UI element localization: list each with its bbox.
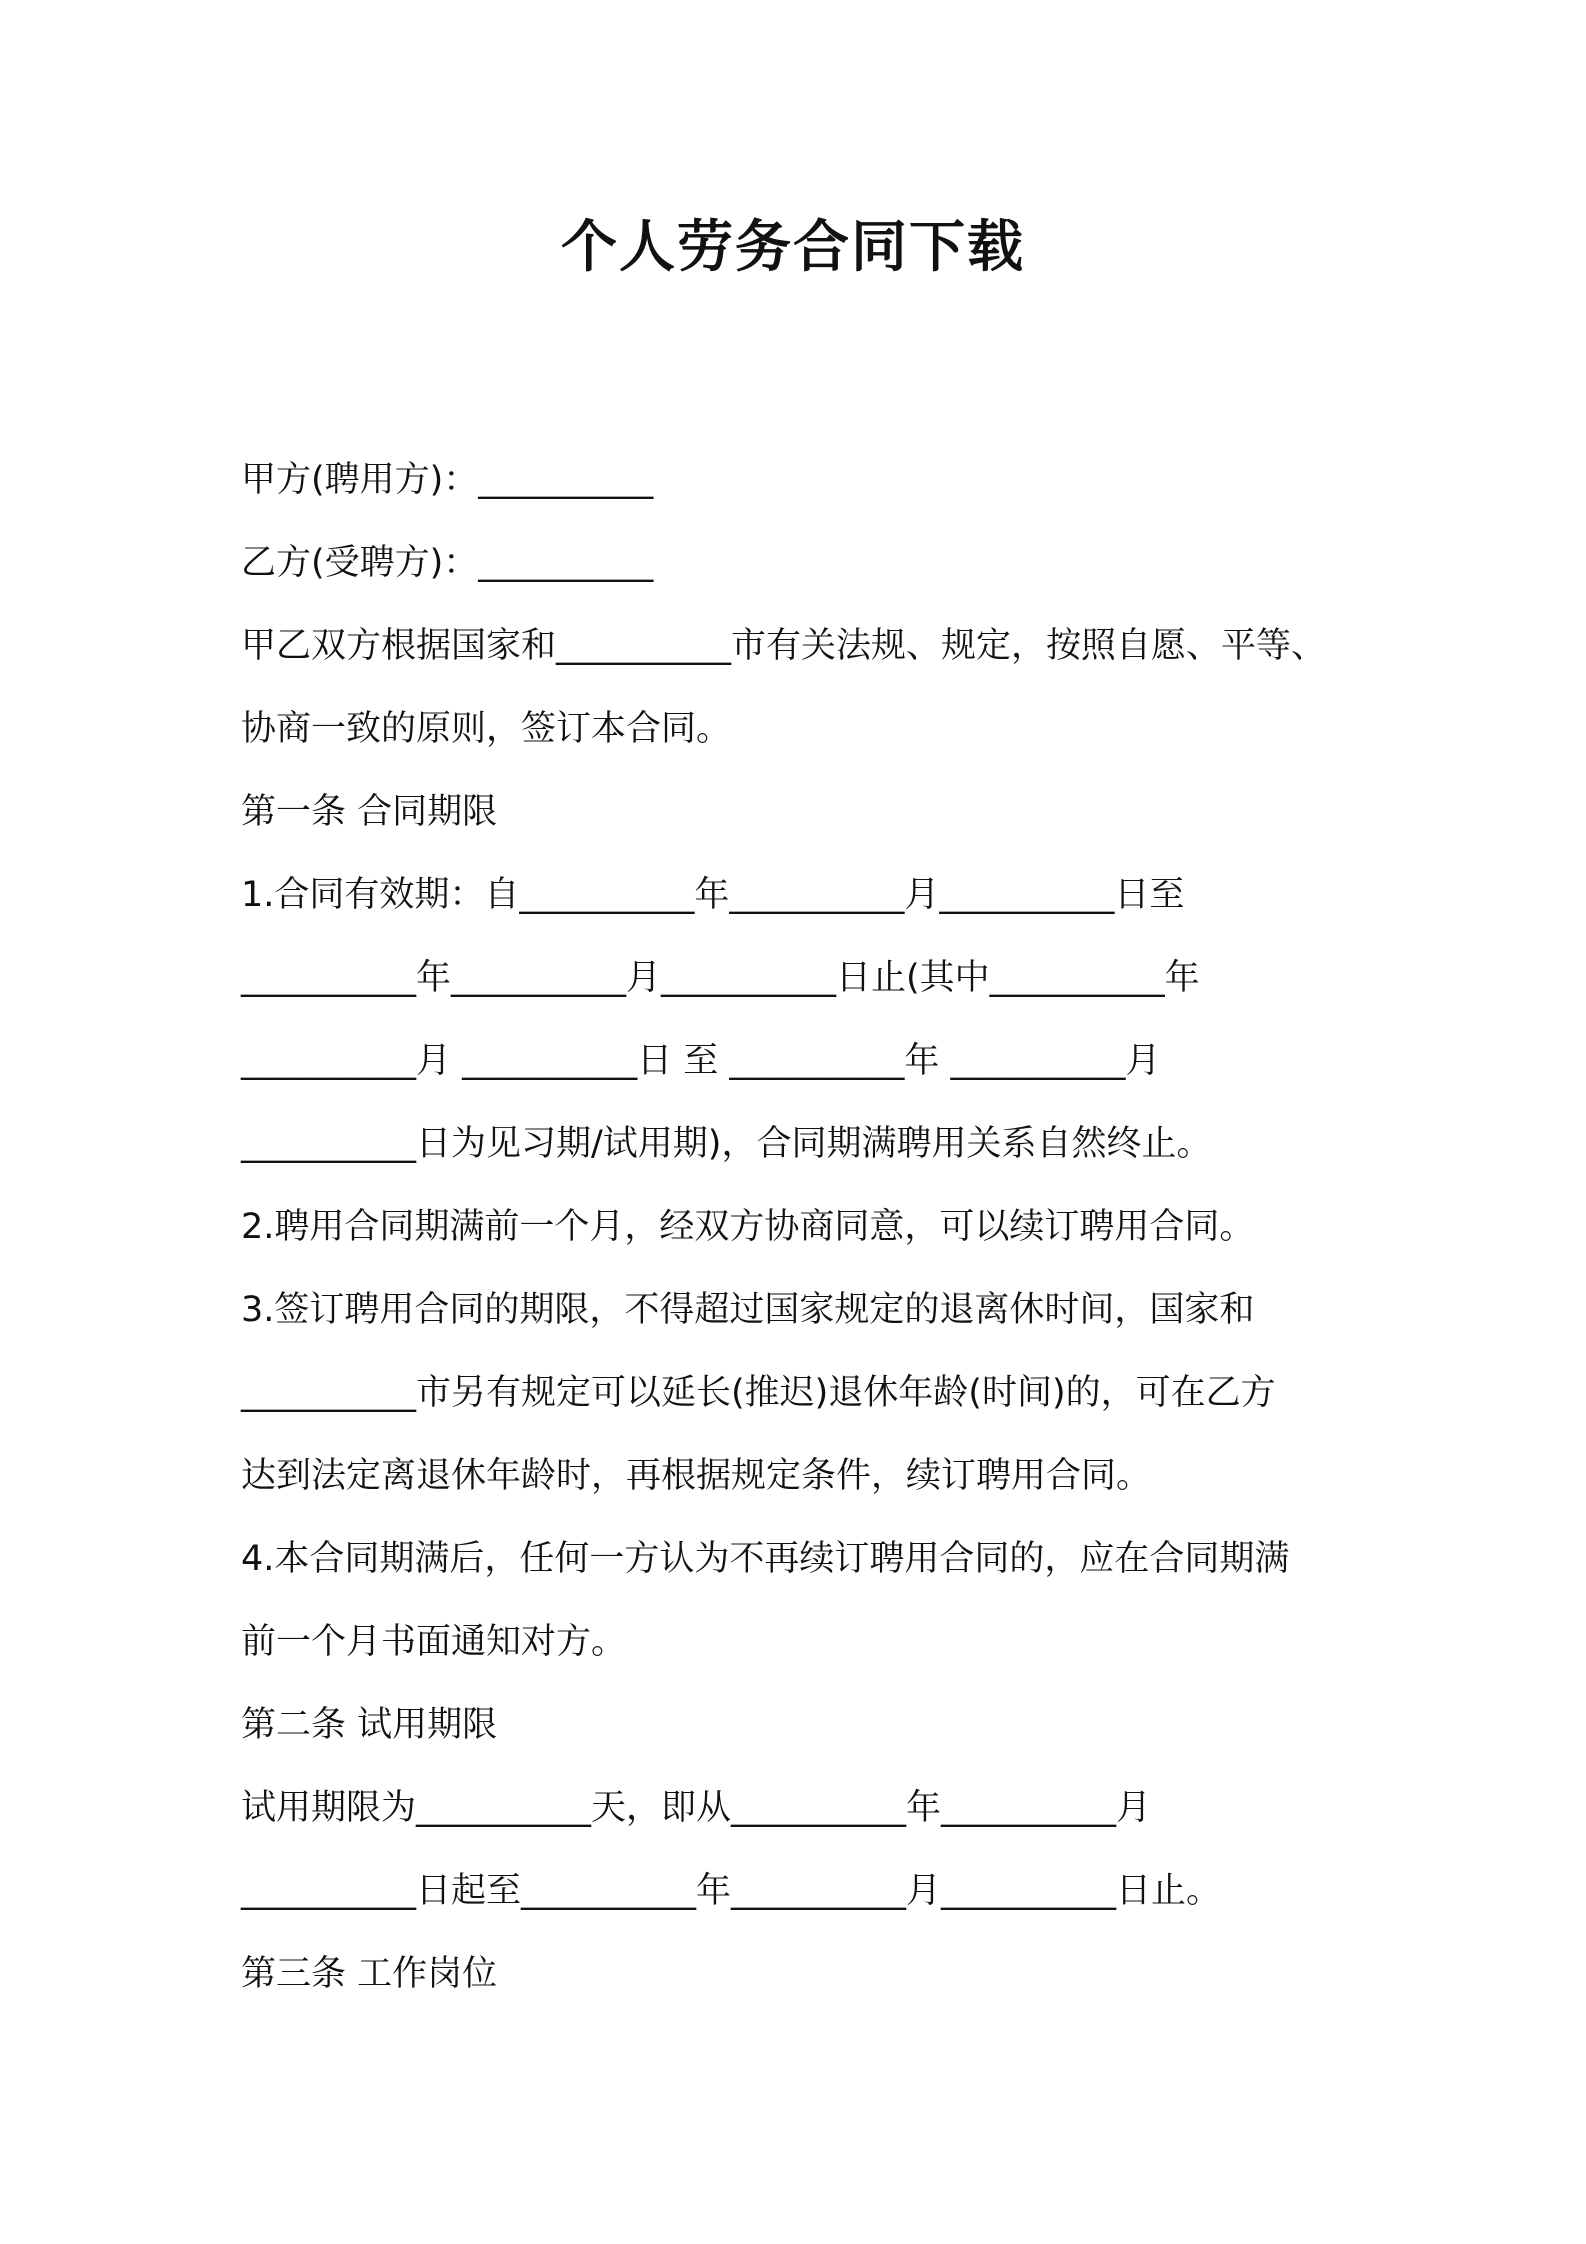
clause-1-3-line-1: 3.签订聘用合同的期限，不得超过国家规定的退离休时间，国家和 (241, 1290, 1255, 1330)
preamble-line-1: 甲乙双方根据国家和__________市有关法规、规定，按照自愿、平等、 (241, 626, 1327, 666)
party-b-line: 乙方(受聘方)：__________ (241, 543, 654, 583)
clause-1-3-line-2: __________市另有规定可以延长(推迟)退休年龄(时间)的，可在乙方 (241, 1373, 1276, 1413)
clause-1-1-line-2: __________年__________月__________日止(其中__________年 (241, 958, 1200, 998)
article-2-line-2: __________日起至__________年__________月__________日止。 (241, 1871, 1222, 1911)
article-1-heading: 第一条 合同期限 (241, 792, 498, 832)
clause-1-1-line-3: __________月 __________日 至 __________年 __________月 (241, 1041, 1161, 1081)
article-3-heading: 第三条 工作岗位 (241, 1954, 498, 1994)
clause-1-4-line-2: 前一个月书面通知对方。 (241, 1622, 627, 1662)
party-a-line: 甲方(聘用方)：__________ (241, 460, 654, 500)
document-body (241, 450, 1353, 2027)
article-2-line-1: 试用期限为__________天，即从__________年__________月 (241, 1788, 1152, 1828)
clause-1-2: 2.聘用合同期满前一个月，经双方协商同意，可以续订聘用合同。 (241, 1207, 1255, 1247)
article-2-heading: 第二条 试用期限 (241, 1705, 498, 1745)
document-title: 个人劳务合同下载 (561, 215, 1025, 280)
clause-1-3-line-3: 达到法定离退休年龄时，再根据规定条件，续订聘用合同。 (241, 1456, 1152, 1496)
clause-1-1-line-1: 1.合同有效期：自__________年__________月__________日至 (241, 875, 1185, 915)
clause-1-1-line-4: __________日为见习期/试用期)，合同期满聘用关系自然终止。 (241, 1124, 1212, 1164)
clause-1-4-line-1: 4.本合同期满后，任何一方认为不再续订聘用合同的，应在合同期满 (241, 1539, 1290, 1579)
preamble-line-2: 协商一致的原则，签订本合同。 (241, 709, 732, 749)
